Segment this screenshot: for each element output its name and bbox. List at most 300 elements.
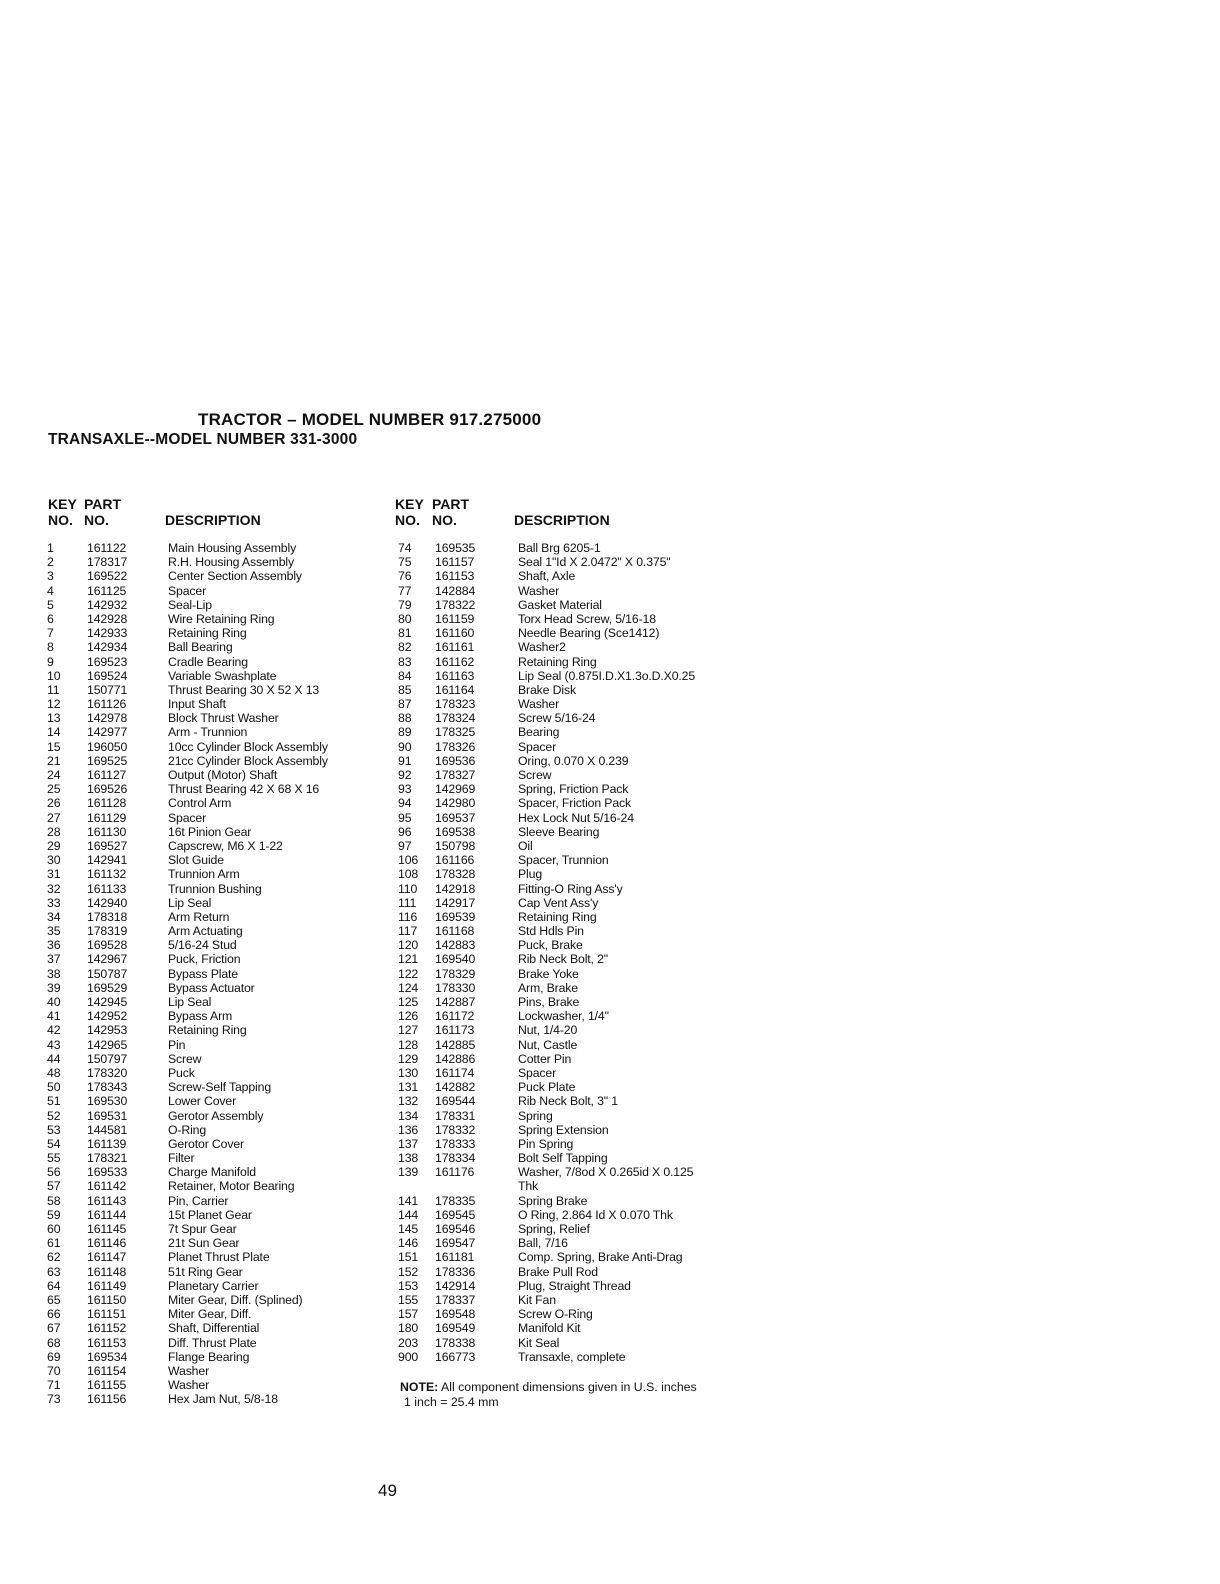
key-no: 24 (47, 768, 61, 782)
table-row (47, 896, 387, 910)
description: Washer (518, 583, 560, 598)
left-header-key: KEY NO. (48, 496, 77, 528)
note-conversion: 1 inch = 25.4 mm (404, 1394, 499, 1409)
table-row (398, 626, 778, 640)
table-row (398, 768, 778, 782)
key-no: 6 (47, 611, 54, 626)
description: Input Shaft (168, 697, 226, 712)
description: Plug, Straight Thread (518, 1278, 631, 1293)
description: Spacer, Friction Pack (518, 796, 632, 811)
table-row (47, 1265, 387, 1279)
part-no: 161133 (87, 881, 127, 896)
part-no: 161129 (87, 810, 127, 825)
key-no: 127 (398, 1023, 419, 1038)
description: Arm Return (168, 909, 230, 924)
key-no: 132 (398, 1094, 419, 1109)
part-no: 161148 (87, 1264, 127, 1279)
part-no: 169523 (87, 654, 128, 669)
note-label: NOTE: (400, 1380, 439, 1394)
table-row (47, 910, 387, 924)
description: Retaining Ring (518, 909, 597, 924)
part-no: 142914 (435, 1278, 476, 1293)
table-row (398, 740, 778, 754)
description: Ball, 7/16 (518, 1236, 568, 1251)
part-no: 161125 (87, 583, 127, 598)
description: Std Hdls Pin (518, 924, 584, 939)
table-row (398, 1336, 778, 1350)
key-no: 44 (47, 1051, 61, 1066)
table-row (398, 1080, 778, 1094)
description: Spring, Friction Pack (518, 782, 629, 797)
description: 7t Spur Gear (168, 1222, 237, 1236)
key-no: 151 (398, 1250, 419, 1265)
part-no: 150771 (87, 682, 128, 697)
table-row (47, 725, 387, 739)
table-row (398, 839, 778, 853)
description: Miter Gear, Diff. (168, 1307, 252, 1322)
description: Kit Seal (518, 1335, 560, 1350)
key-no: 108 (398, 867, 419, 882)
table-row (47, 754, 387, 768)
part-no: 169524 (87, 668, 128, 683)
key-no: 82 (398, 640, 412, 655)
description: Puck, Friction (168, 952, 241, 967)
description: Trunnion Arm (168, 867, 240, 882)
description: Thrust Bearing 42 X 68 X 16 (168, 782, 320, 797)
part-no: 161159 (435, 611, 475, 626)
key-no: 138 (398, 1151, 419, 1166)
part-no: 142885 (435, 1037, 476, 1052)
key-no: 21 (47, 753, 61, 768)
part-no: 178337 (435, 1292, 476, 1307)
description: Variable Swashplate (168, 668, 277, 683)
description: Block Thrust Washer (168, 711, 279, 726)
table-row (47, 1378, 387, 1392)
part-no: 142965 (87, 1037, 128, 1052)
part-no: 161139 (87, 1136, 127, 1151)
table-row (47, 1066, 387, 1080)
key-no: 13 (47, 711, 61, 726)
key-no: 83 (398, 654, 412, 669)
key-no: 121 (398, 952, 419, 967)
description: O Ring, 2.864 Id X 0.070 Thk (518, 1207, 673, 1222)
table-row (398, 569, 778, 583)
description: Ball Brg 6205-1 (518, 541, 601, 555)
description: Slot Guide (168, 853, 224, 868)
table-row (398, 1009, 778, 1023)
part-no: 161126 (87, 697, 127, 712)
table-row (398, 1023, 778, 1037)
key-no: 52 (47, 1108, 61, 1123)
description: Thk (518, 1179, 539, 1194)
part-no: 161155 (87, 1378, 127, 1393)
key-no: 129 (398, 1051, 419, 1066)
part-no: 178326 (435, 739, 476, 754)
table-row (47, 541, 387, 555)
key-no: 203 (398, 1335, 419, 1350)
description: Rib Neck Bolt, 2" (518, 952, 608, 967)
description: Screw-Self Tapping (168, 1080, 272, 1095)
description: Retainer, Motor Bearing (168, 1179, 295, 1194)
description: Gasket Material (518, 597, 602, 612)
description: Spacer, Trunnion (518, 853, 609, 868)
description: Bearing (518, 725, 560, 740)
table-row (47, 1208, 387, 1222)
key-no: 68 (47, 1335, 61, 1350)
description: Spring Brake (518, 1193, 588, 1208)
table-row (398, 796, 778, 810)
part-no: 161166 (435, 853, 475, 868)
key-no: 66 (47, 1307, 61, 1322)
table-row (47, 981, 387, 995)
description: Bypass Actuator (168, 980, 255, 995)
key-no: 71 (47, 1378, 61, 1393)
table-row (47, 697, 387, 711)
table-row (47, 1336, 387, 1350)
part-no: 178338 (435, 1335, 476, 1350)
table-row (47, 1350, 387, 1364)
part-no: 142952 (87, 1009, 128, 1024)
description: Brake Disk (518, 682, 576, 697)
part-no: 169538 (435, 824, 476, 839)
part-no: 142969 (435, 782, 476, 797)
table-row (47, 740, 387, 754)
table-row (47, 882, 387, 896)
description: 51t Ring Gear (168, 1264, 243, 1279)
key-no: 134 (398, 1108, 419, 1123)
table-row (47, 1009, 387, 1023)
key-no: 65 (47, 1292, 61, 1307)
key-no: 84 (398, 668, 412, 683)
key-no: 79 (398, 597, 412, 612)
description: Oil (518, 838, 533, 853)
key-no: 64 (47, 1278, 61, 1293)
key-no: 40 (47, 995, 61, 1009)
part-no: 178325 (435, 725, 476, 740)
table-row (47, 1052, 387, 1066)
key-no: 8 (47, 640, 54, 655)
key-no: 130 (398, 1065, 419, 1080)
description: Washer, 7/8od X 0.265id X 0.125 (518, 1165, 694, 1180)
key-no: 136 (398, 1122, 419, 1137)
key-no: 80 (398, 611, 412, 626)
description: Rib Neck Bolt, 3" 1 (518, 1094, 618, 1109)
key-no: 145 (398, 1222, 419, 1236)
part-no: 169537 (435, 810, 476, 825)
key-no: 26 (47, 796, 61, 811)
description: Center Section Assembly (168, 569, 302, 584)
table-row (398, 584, 778, 598)
description: Manifold Kit (518, 1321, 581, 1336)
part-no: 178322 (435, 597, 476, 612)
description: Sleeve Bearing (518, 824, 600, 839)
description: Miter Gear, Diff. (Splined) (168, 1292, 303, 1307)
key-no: 36 (47, 938, 61, 953)
part-no: 169533 (87, 1165, 128, 1180)
description: 5/16-24 Stud (168, 938, 237, 953)
part-no: 169528 (87, 938, 128, 953)
part-no: 169545 (435, 1207, 476, 1222)
part-no: 142953 (87, 1023, 128, 1038)
description: Screw 5/16-24 (518, 711, 596, 726)
part-no: 161143 (87, 1193, 127, 1208)
key-no: 34 (47, 909, 61, 924)
key-no: 54 (47, 1136, 61, 1151)
key-no: 56 (47, 1165, 61, 1180)
key-no: 139 (398, 1165, 419, 1180)
table-row (47, 655, 387, 669)
part-no: 161157 (435, 555, 475, 570)
description: 21cc Cylinder Block Assembly (168, 753, 328, 768)
description: Output (Motor) Shaft (168, 768, 278, 782)
key-no: 125 (398, 995, 419, 1009)
description: Cradle Bearing (168, 654, 248, 669)
part-no: 161151 (87, 1307, 127, 1322)
key-no: 131 (398, 1080, 419, 1095)
table-row (398, 995, 778, 1009)
table-row (398, 910, 778, 924)
table-row (398, 655, 778, 669)
part-no: 169527 (87, 838, 128, 853)
key-no: 14 (47, 725, 61, 740)
part-no: 161144 (87, 1207, 127, 1222)
table-row (398, 1165, 778, 1179)
part-no: 178327 (435, 768, 476, 782)
part-no: 161145 (87, 1222, 127, 1236)
right-header-part: PART NO. (432, 496, 470, 528)
part-no: 161174 (435, 1065, 475, 1080)
part-no: 161146 (87, 1236, 127, 1251)
description: Puck Plate (518, 1080, 576, 1095)
key-no: 61 (47, 1236, 61, 1251)
key-no: 137 (398, 1136, 419, 1151)
description: 16t Pinion Gear (168, 824, 252, 839)
part-no: 161172 (435, 1009, 475, 1024)
key-no: 122 (398, 966, 419, 981)
description: Pin, Carrier (168, 1193, 229, 1208)
table-row (47, 1321, 387, 1335)
table-row (47, 811, 387, 825)
key-no: 41 (47, 1009, 61, 1024)
part-no: 142977 (87, 725, 128, 740)
table-row (398, 669, 778, 683)
part-no: 161162 (435, 654, 475, 669)
description: Washer2 (518, 640, 566, 655)
key-no: 12 (47, 697, 61, 712)
key-no: 74 (398, 541, 412, 555)
part-no: 150798 (435, 838, 476, 853)
part-no: 178324 (435, 711, 476, 726)
key-no: 88 (398, 711, 412, 726)
table-row (398, 1250, 778, 1264)
description: Capscrew, M6 X 1-22 (168, 838, 283, 853)
key-no: 91 (398, 753, 412, 768)
key-no: 62 (47, 1250, 61, 1265)
table-row (47, 768, 387, 782)
table-row (398, 612, 778, 626)
table-row (398, 1265, 778, 1279)
description: Cotter Pin (518, 1051, 572, 1066)
description: Nut, 1/4-20 (518, 1023, 578, 1038)
part-no: 142980 (435, 796, 476, 811)
description: R.H. Housing Assembly (168, 555, 295, 570)
part-no: 142884 (435, 583, 476, 598)
key-no: 59 (47, 1207, 61, 1222)
description: Screw (518, 768, 552, 782)
part-no: 142945 (87, 995, 128, 1009)
description: Fitting-O Ring Ass'y (518, 881, 623, 896)
key-no: 155 (398, 1292, 419, 1307)
table-row (398, 697, 778, 711)
description: Lip Seal (168, 995, 212, 1009)
part-no: 142967 (87, 952, 128, 967)
description: Brake Pull Rod (518, 1264, 598, 1279)
part-no: 161154 (87, 1363, 127, 1378)
part-no: 178335 (435, 1193, 476, 1208)
key-no: 38 (47, 966, 61, 981)
key-no: 25 (47, 782, 61, 797)
key-no: 81 (398, 626, 412, 641)
table-row (398, 1279, 778, 1293)
key-no: 10 (47, 668, 61, 683)
part-no: 169531 (87, 1108, 128, 1123)
part-no: 169530 (87, 1094, 128, 1109)
key-no: 11 (47, 682, 60, 697)
part-no: 142917 (435, 895, 476, 910)
part-no: 142940 (87, 895, 128, 910)
table-row (398, 1123, 778, 1137)
description: Washer (168, 1378, 210, 1393)
table-row (398, 1194, 778, 1208)
part-no: 161142 (87, 1179, 127, 1194)
right-header-description: DESCRIPTION (514, 512, 610, 528)
key-no: 37 (47, 952, 61, 967)
part-no: 161164 (435, 682, 475, 697)
description: Lower Cover (168, 1094, 237, 1109)
key-no: 106 (398, 853, 419, 868)
part-no: 178328 (435, 867, 476, 882)
note-text: All component dimensions given in U.S. inches (441, 1380, 697, 1394)
description: Planetary Carrier (168, 1278, 259, 1293)
key-no: 32 (47, 881, 61, 896)
key-no: 3 (47, 569, 54, 584)
description: Spacer (168, 583, 207, 598)
description: 21t Sun Gear (168, 1236, 240, 1251)
description: Kit Fan (518, 1292, 556, 1307)
table-row (47, 782, 387, 796)
key-no: 39 (47, 980, 61, 995)
table-row (398, 882, 778, 896)
key-no: 33 (47, 895, 61, 910)
table-row (398, 683, 778, 697)
key-no: 48 (47, 1065, 61, 1080)
description: Shaft, Axle (518, 569, 576, 584)
description: Needle Bearing (Sce1412) (518, 626, 660, 641)
key-no: 63 (47, 1264, 61, 1279)
table-row (398, 1179, 778, 1193)
key-no: 96 (398, 824, 412, 839)
table-row (398, 711, 778, 725)
key-no: 30 (47, 853, 61, 868)
key-no: 29 (47, 838, 61, 853)
key-no: 90 (398, 739, 412, 754)
description: Trunnion Bushing (168, 881, 262, 896)
description: Seal-Lip (168, 597, 212, 612)
table-row (398, 1066, 778, 1080)
table-row (47, 853, 387, 867)
table-row (47, 796, 387, 810)
part-no: 178318 (87, 909, 128, 924)
description: Screw (168, 1051, 202, 1066)
key-no: 53 (47, 1122, 61, 1137)
description: Puck, Brake (518, 938, 583, 953)
key-no: 141 (398, 1193, 419, 1208)
description: Diff. Thrust Plate (168, 1335, 257, 1350)
part-no: 169539 (435, 909, 476, 924)
key-no: 146 (398, 1236, 419, 1251)
key-no: 128 (398, 1037, 419, 1052)
description: Flange Bearing (168, 1349, 250, 1364)
key-no: 28 (47, 824, 61, 839)
left-header-part: PART NO. (84, 496, 122, 528)
table-row (47, 555, 387, 569)
key-no: 111 (398, 895, 417, 910)
table-row (398, 1350, 778, 1364)
description: Spacer (168, 810, 207, 825)
description: Lockwasher, 1/4" (518, 1009, 609, 1024)
table-row (398, 754, 778, 768)
table-row (47, 938, 387, 952)
page-title: TRACTOR – MODEL NUMBER 917.275000 (198, 410, 542, 429)
key-no: 70 (47, 1363, 61, 1378)
part-no: 178332 (435, 1122, 476, 1137)
key-no: 4 (47, 583, 54, 598)
part-no: 161173 (435, 1023, 475, 1038)
description: Hex Lock Nut 5/16-24 (518, 810, 634, 825)
part-no: 169536 (435, 753, 476, 768)
key-no: 76 (398, 569, 412, 584)
table-row (47, 669, 387, 683)
table-row (398, 1307, 778, 1321)
part-no: 142928 (87, 611, 128, 626)
part-no: 161122 (87, 541, 127, 555)
key-no: 60 (47, 1222, 61, 1236)
key-no: 85 (398, 682, 412, 697)
part-no: 161150 (87, 1292, 127, 1307)
part-no: 178330 (435, 980, 476, 995)
table-row (47, 1194, 387, 1208)
description: Retaining Ring (168, 626, 247, 641)
part-no: 142887 (435, 995, 476, 1009)
key-no: 92 (398, 768, 412, 782)
part-no: 161130 (87, 824, 127, 839)
table-row (47, 967, 387, 981)
key-no: 73 (47, 1392, 61, 1407)
key-no: 77 (398, 583, 412, 598)
table-row (398, 811, 778, 825)
description: Main Housing Assembly (168, 541, 297, 555)
part-no: 161160 (435, 626, 475, 641)
part-no: 161152 (87, 1321, 127, 1336)
part-no: 142941 (87, 853, 128, 868)
part-no: 161163 (435, 668, 475, 683)
part-no: 161149 (87, 1278, 127, 1293)
part-no: 178331 (435, 1108, 476, 1123)
part-no: 178329 (435, 966, 476, 981)
key-no: 97 (398, 838, 412, 853)
key-no: 50 (47, 1080, 61, 1095)
table-row (398, 598, 778, 612)
